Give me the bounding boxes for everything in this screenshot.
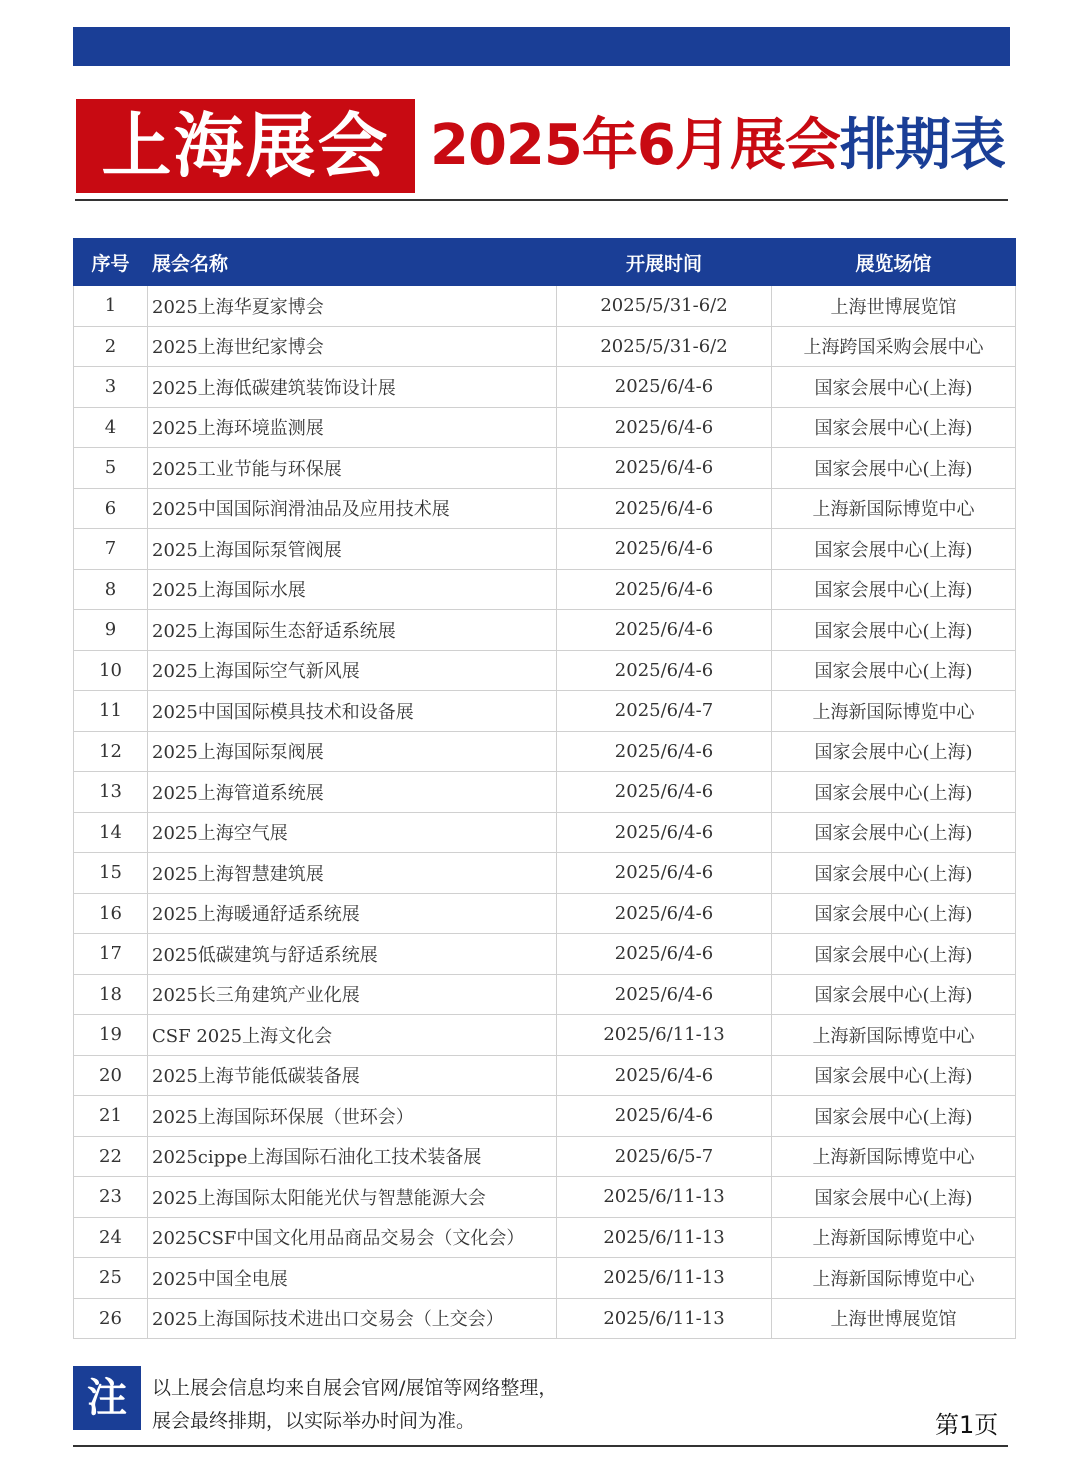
table-row [74,1258,1016,1299]
cell-venue: 国家会展中心(上海) [772,448,1016,489]
cell-venue: 国家会展中心(上海) [772,1096,1016,1137]
bottom-divider [73,1445,1008,1447]
note-line-1: 以上展会信息均来自展会官网/展馆等网络整理， [152,1377,558,1399]
cell-date: 2025/6/11-13 [557,1217,772,1258]
cell-name: 2025上海国际生态舒适系统展 [148,610,557,651]
cell-name: 2025上海国际泵阀展 [148,731,557,772]
cell-name: 2025上海国际空气新风展 [148,650,557,691]
cell-name: 2025上海管道系统展 [148,772,557,813]
cell-date: 2025/6/11-13 [557,1177,772,1218]
cell-name: 2025cippe上海国际石油化工技术装备展 [148,1136,557,1177]
cell-date: 2025/6/4-6 [557,569,772,610]
cell-venue: 国家会展中心(上海) [772,367,1016,408]
cell-venue: 国家会展中心(上海) [772,650,1016,691]
cell-name: 2025上海国际泵管阀展 [148,529,557,570]
table-row [74,934,1016,975]
cell-venue: 国家会展中心(上海) [772,731,1016,772]
top-banner-bar [73,27,1010,66]
cell-no: 10 [74,650,148,691]
cell-name: 2025上海国际水展 [148,569,557,610]
cell-venue: 上海跨国采购会展中心 [772,326,1016,367]
cell-venue: 上海新国际博览中心 [772,1217,1016,1258]
cell-date: 2025/6/11-13 [557,1015,772,1056]
cell-venue: 上海世博展览馆 [772,286,1016,327]
cell-venue: 上海新国际博览中心 [772,1136,1016,1177]
cell-venue: 国家会展中心(上海) [772,812,1016,853]
cell-date: 2025/5/31-6/2 [557,326,772,367]
cell-date: 2025/6/4-6 [557,934,772,975]
table-row [74,569,1016,610]
cell-venue: 上海新国际博览中心 [772,488,1016,529]
cell-date: 2025/6/4-6 [557,772,772,813]
table-row [74,731,1016,772]
cell-no: 14 [74,812,148,853]
cell-date: 2025/5/31-6/2 [557,286,772,327]
cell-name: 2025上海智慧建筑展 [148,853,557,894]
cell-date: 2025/6/4-6 [557,731,772,772]
cell-no: 15 [74,853,148,894]
page-number: 第1页 [935,1411,999,1439]
cell-no: 11 [74,691,148,732]
cell-no: 8 [74,569,148,610]
cell-name: 2025上海低碳建筑装饰设计展 [148,367,557,408]
cell-date: 2025/6/4-6 [557,650,772,691]
cell-venue: 上海新国际博览中心 [772,1015,1016,1056]
cell-date: 2025/6/4-6 [557,1055,772,1096]
cell-date: 2025/6/4-6 [557,610,772,651]
table-row [74,407,1016,448]
cell-venue: 国家会展中心(上海) [772,529,1016,570]
cell-date: 2025/6/4-6 [557,974,772,1015]
cell-name: 2025中国国际润滑油品及应用技术展 [148,488,557,529]
cell-name: 2025上海空气展 [148,812,557,853]
table-row [74,1177,1016,1218]
cell-name: 2025工业节能与环保展 [148,448,557,489]
table-row [74,326,1016,367]
cell-date: 2025/6/4-6 [557,367,772,408]
table-row [74,448,1016,489]
table-row [74,1217,1016,1258]
cell-venue: 上海世博展览馆 [772,1298,1016,1339]
cell-venue: 国家会展中心(上海) [772,1055,1016,1096]
note-line-2: 展会最终排期，以实际举办时间为准。 [152,1410,476,1432]
cell-venue: 上海新国际博览中心 [772,1258,1016,1299]
cell-venue: 国家会展中心(上海) [772,407,1016,448]
cell-name: CSF 2025上海文化会 [148,1015,557,1056]
table-row [74,853,1016,894]
cell-venue: 国家会展中心(上海) [772,569,1016,610]
table-row [74,1136,1016,1177]
table-row [74,691,1016,732]
table-row [74,610,1016,651]
cell-no: 1 [74,286,148,327]
cell-name: 2025CSF中国文化用品商品交易会（文化会） [148,1217,557,1258]
cell-name: 2025中国国际模具技术和设备展 [148,691,557,732]
cell-name: 2025上海世纪家博会 [148,326,557,367]
cell-date: 2025/6/4-6 [557,407,772,448]
cell-no: 12 [74,731,148,772]
cell-name: 2025上海暖通舒适系统展 [148,893,557,934]
cell-venue: 国家会展中心(上海) [772,772,1016,813]
cell-venue: 国家会展中心(上海) [772,853,1016,894]
cell-no: 26 [74,1298,148,1339]
table-row [74,772,1016,813]
cell-no: 5 [74,448,148,489]
header-no: 序号 [74,239,148,286]
cell-name: 2025上海国际太阳能光伏与智慧能源大会 [148,1177,557,1218]
cell-name: 2025长三角建筑产业化展 [148,974,557,1015]
table-row [74,1298,1016,1339]
table-row [74,1055,1016,1096]
cell-date: 2025/6/4-6 [557,448,772,489]
cell-no: 4 [74,407,148,448]
cell-name: 2025上海节能低碳装备展 [148,1055,557,1096]
table-row [74,488,1016,529]
title-badge: 上海展会 [76,99,415,193]
cell-name: 2025上海华夏家博会 [148,286,557,327]
cell-venue: 国家会展中心(上海) [772,1177,1016,1218]
cell-no: 18 [74,974,148,1015]
cell-name: 2025上海国际环保展（世环会） [148,1096,557,1137]
cell-date: 2025/6/4-7 [557,691,772,732]
table-row [74,286,1016,327]
table-row [74,974,1016,1015]
cell-venue: 国家会展中心(上海) [772,934,1016,975]
title-divider [75,199,1008,201]
cell-date: 2025/6/4-6 [557,853,772,894]
table-row [74,529,1016,570]
cell-name: 2025上海环境监测展 [148,407,557,448]
cell-no: 25 [74,1258,148,1299]
title-schedule: 排期表 [839,113,1005,178]
header-name: 展会名称 [148,239,557,286]
cell-no: 19 [74,1015,148,1056]
title-month: 2025年6月展会 [430,113,840,178]
cell-no: 6 [74,488,148,529]
cell-date: 2025/6/11-13 [557,1298,772,1339]
cell-no: 23 [74,1177,148,1218]
cell-date: 2025/6/5-7 [557,1136,772,1177]
cell-venue: 国家会展中心(上海) [772,610,1016,651]
cell-venue: 上海新国际博览中心 [772,691,1016,732]
cell-date: 2025/6/4-6 [557,529,772,570]
table-row [74,367,1016,408]
page-title [430,99,1010,193]
cell-no: 16 [74,893,148,934]
cell-no: 22 [74,1136,148,1177]
table-body [74,286,1016,1339]
cell-no: 13 [74,772,148,813]
cell-venue: 国家会展中心(上海) [772,974,1016,1015]
cell-date: 2025/6/4-6 [557,812,772,853]
cell-no: 17 [74,934,148,975]
cell-date: 2025/6/11-13 [557,1258,772,1299]
note-text [152,1372,752,1438]
cell-name: 2025上海国际技术进出口交易会（上交会） [148,1298,557,1339]
cell-date: 2025/6/4-6 [557,488,772,529]
header-date: 开展时间 [557,239,772,286]
cell-no: 21 [74,1096,148,1137]
cell-no: 20 [74,1055,148,1096]
cell-venue: 国家会展中心(上海) [772,893,1016,934]
cell-no: 24 [74,1217,148,1258]
header-venue: 展览场馆 [772,239,1016,286]
table-row [74,1015,1016,1056]
cell-no: 3 [74,367,148,408]
cell-date: 2025/6/4-6 [557,1096,772,1137]
table-row [74,812,1016,853]
table-row [74,650,1016,691]
cell-no: 2 [74,326,148,367]
note-badge: 注 [73,1366,141,1430]
cell-date: 2025/6/4-6 [557,893,772,934]
cell-no: 9 [74,610,148,651]
cell-name: 2025低碳建筑与舒适系统展 [148,934,557,975]
table-row [74,1096,1016,1137]
exhibition-schedule-table [73,238,1016,1339]
cell-no: 7 [74,529,148,570]
table-row [74,893,1016,934]
table-header-row [74,239,1016,286]
cell-name: 2025中国全电展 [148,1258,557,1299]
